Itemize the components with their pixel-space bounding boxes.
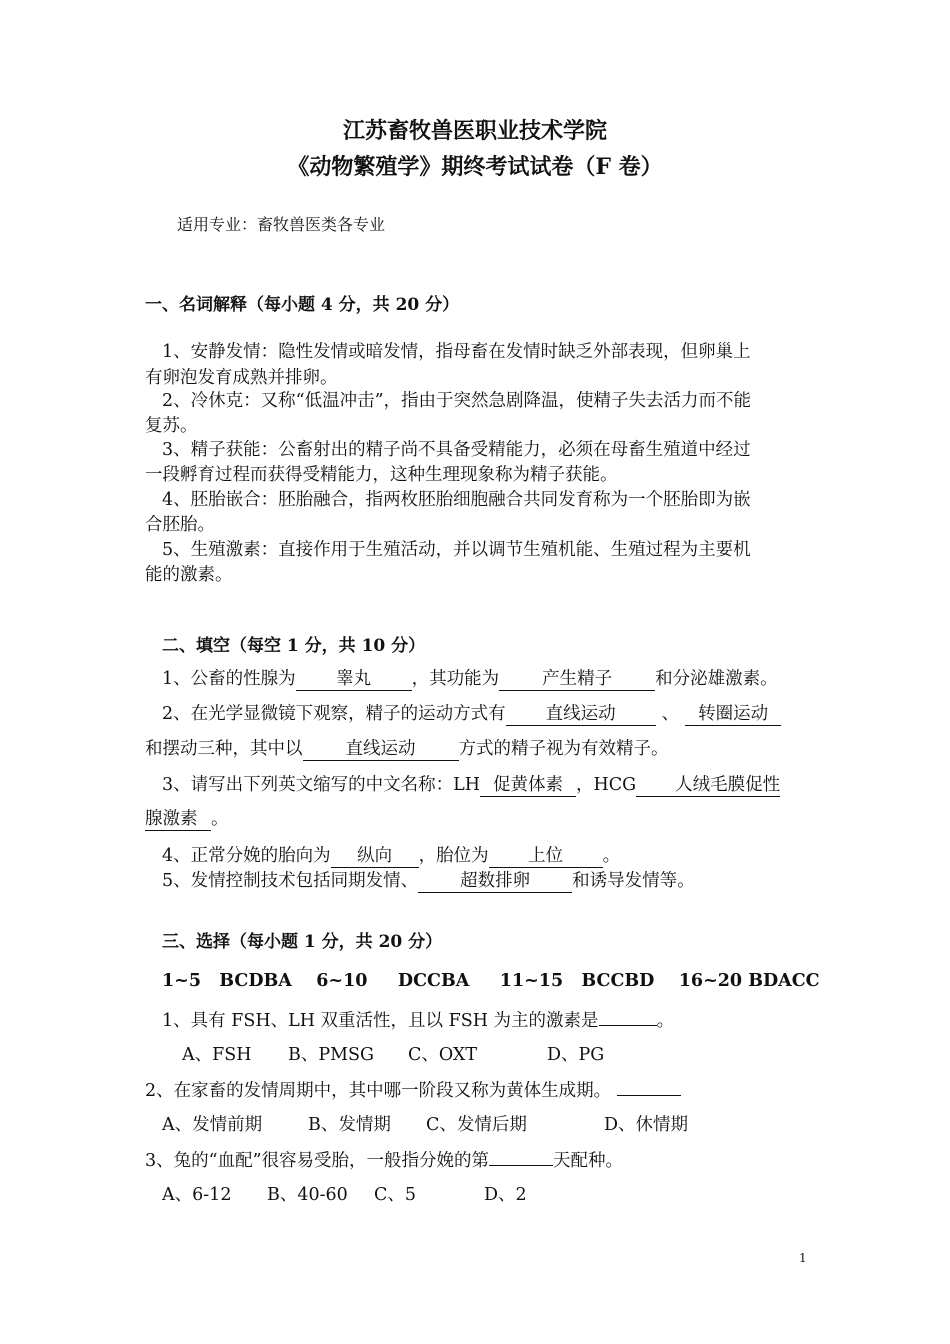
s2-q2-line2 xyxy=(145,735,669,761)
s1-item1-line1: 1、安静发情：隐性发情或暗发情，指母畜在发情时缺乏外部表现，但卵巢上 xyxy=(162,342,751,362)
section3-heading: 三、选择（每小题 1 分，共 20 分） xyxy=(162,932,443,952)
s2-q2-pre2: 和摆动三种，其中以 xyxy=(145,739,303,759)
s2-q2-pre: 2、在光学显微镜下观察，精子的运动方式有 xyxy=(162,704,506,724)
s2-q1-post: 和分泌雄激素。 xyxy=(655,669,778,689)
s3-q2-text: 2、在家畜的发情周期中，其中哪一阶段又称为黄体生成期。 xyxy=(145,1081,612,1101)
s3-q1-opt-c: C、OXT xyxy=(408,1045,478,1065)
s2-q4-answer1: 纵向 xyxy=(331,842,419,868)
s3-q3-blank xyxy=(489,1165,553,1166)
s2-q3-post: 。 xyxy=(211,809,229,829)
s3-q1-post: 。 xyxy=(656,1011,675,1031)
s3-q2-opt-c: C、发情后期 xyxy=(426,1115,527,1135)
s2-q1-mid: ，其功能为 xyxy=(411,669,500,689)
s3-q3 xyxy=(145,1147,623,1172)
s2-q3-pre: 3、请写出下列英文缩写的中文名称：LH xyxy=(162,775,481,795)
s1-item1-line2: 有卵泡发育成熟并排卵。 xyxy=(145,368,338,388)
s2-q1-answer2: 产生精子 xyxy=(499,665,655,691)
s2-q5-answer1: 超数排卵 xyxy=(418,867,572,893)
s3-q3-opt-b: B、40-60 xyxy=(267,1185,348,1205)
s2-q2-mid: 、 xyxy=(661,704,680,724)
s2-q1-pre: 1、公畜的性腺为 xyxy=(162,669,296,689)
s2-q3-line1 xyxy=(162,771,780,797)
s3-q2-opt-d: D、休情期 xyxy=(604,1115,689,1135)
s2-q2-answer2: 转圈运动 xyxy=(685,700,781,726)
s3-q2 xyxy=(145,1077,681,1102)
s1-item3-line2: 一段孵育过程而获得受精能力，这种生理现象称为精子获能。 xyxy=(145,465,618,485)
section1-heading: 一、名词解释（每小题 4 分，共 20 分） xyxy=(145,295,460,315)
s2-q2-answer3: 直线运动 xyxy=(303,735,459,761)
school-name: 江苏畜牧兽医职业技术学院 xyxy=(342,118,607,144)
s3-q3-opt-d: D、2 xyxy=(484,1185,527,1205)
s3-q3-post: 天配种。 xyxy=(553,1151,624,1171)
s3-q1-opt-b: B、PMSG xyxy=(288,1045,375,1065)
s2-q1 xyxy=(162,665,778,691)
s3-q1-opt-d: D、PG xyxy=(547,1045,605,1065)
s3-q2-blank xyxy=(617,1095,681,1096)
section2-heading: 二、填空（每空 1 分，共 10 分） xyxy=(162,636,426,656)
s3-q2-opt-b: B、发情期 xyxy=(308,1115,391,1135)
s1-item4-line2: 合胚胎。 xyxy=(145,515,215,535)
s3-q1-text: 1、具有 FSH、LH 双重活性，且以 FSH 为主的激素是 xyxy=(162,1011,599,1031)
s3-q1-blank xyxy=(599,1025,657,1026)
s3-q3-opt-c: C、5 xyxy=(374,1185,417,1205)
s3-q1 xyxy=(162,1007,674,1032)
s3-q2-opt-a: A、发情前期 xyxy=(162,1115,263,1135)
s2-q3-answer1: 促黄体素 xyxy=(480,771,576,797)
s2-q5 xyxy=(162,867,695,893)
s2-q4-pre: 4、正常分娩的胎向为 xyxy=(162,846,331,866)
s2-q4-post: 。 xyxy=(602,846,621,866)
s2-q4-mid: ，胎位为 xyxy=(418,846,489,866)
s2-q4-answer2: 上位 xyxy=(489,842,603,868)
s2-q3-answer2b: 腺激素 xyxy=(145,805,211,831)
s2-q5-post: 和诱导发情等。 xyxy=(572,871,695,891)
s3-q1-opt-a: A、FSH xyxy=(182,1045,252,1065)
s1-item2-line2: 复苏。 xyxy=(145,416,198,436)
s1-item2-line1: 2、冷休克：又称“低温冲击”，指由于突然急剧降温，使精子失去活力而不能 xyxy=(162,391,752,411)
s3-q3-text: 3、兔的“血配”很容易受胎，一般指分娩的第 xyxy=(145,1151,490,1171)
s2-q5-pre: 5、发情控制技术包括同期发情、 xyxy=(162,871,419,891)
s1-item3-line1: 3、精子获能：公畜射出的精子尚不具备受精能力，必须在母畜生殖道中经过 xyxy=(162,440,751,460)
s1-item5-line2: 能的激素。 xyxy=(145,565,233,585)
s2-q2-answer1: 直线运动 xyxy=(506,700,656,726)
page-number: 1 xyxy=(799,1251,807,1265)
s2-q2-post: 方式的精子视为有效精子。 xyxy=(458,739,669,759)
s2-q2-line1 xyxy=(162,700,781,726)
s2-q3-mid: ，HCG xyxy=(576,775,637,795)
s2-q4 xyxy=(162,842,620,868)
s1-item4-line1: 4、胚胎嵌合：胚胎融合，指两枚胚胎细胞融合共同发育称为一个胚胎即为嵌 xyxy=(162,490,751,510)
s1-item5-line1: 5、生殖激素：直接作用于生殖活动，并以调节生殖机能、生殖过程为主要机 xyxy=(162,540,751,560)
s3-q3-opt-a: A、6-12 xyxy=(162,1185,232,1205)
answer-key: 1~5 BCDBA 6~10 DCCBA 11~15 BCCBD 16~20 BDACC xyxy=(162,971,820,991)
s2-q1-answer1: 睾丸 xyxy=(296,665,412,691)
applicable-major: 适用专业：畜牧兽医类各专业 xyxy=(177,215,386,234)
exam-title: 《动物繁殖学》期终考试试卷（F 卷） xyxy=(287,154,663,180)
s2-q3-answer2a: 人绒毛膜促性 xyxy=(636,771,780,797)
s2-q3-line2 xyxy=(145,805,229,831)
